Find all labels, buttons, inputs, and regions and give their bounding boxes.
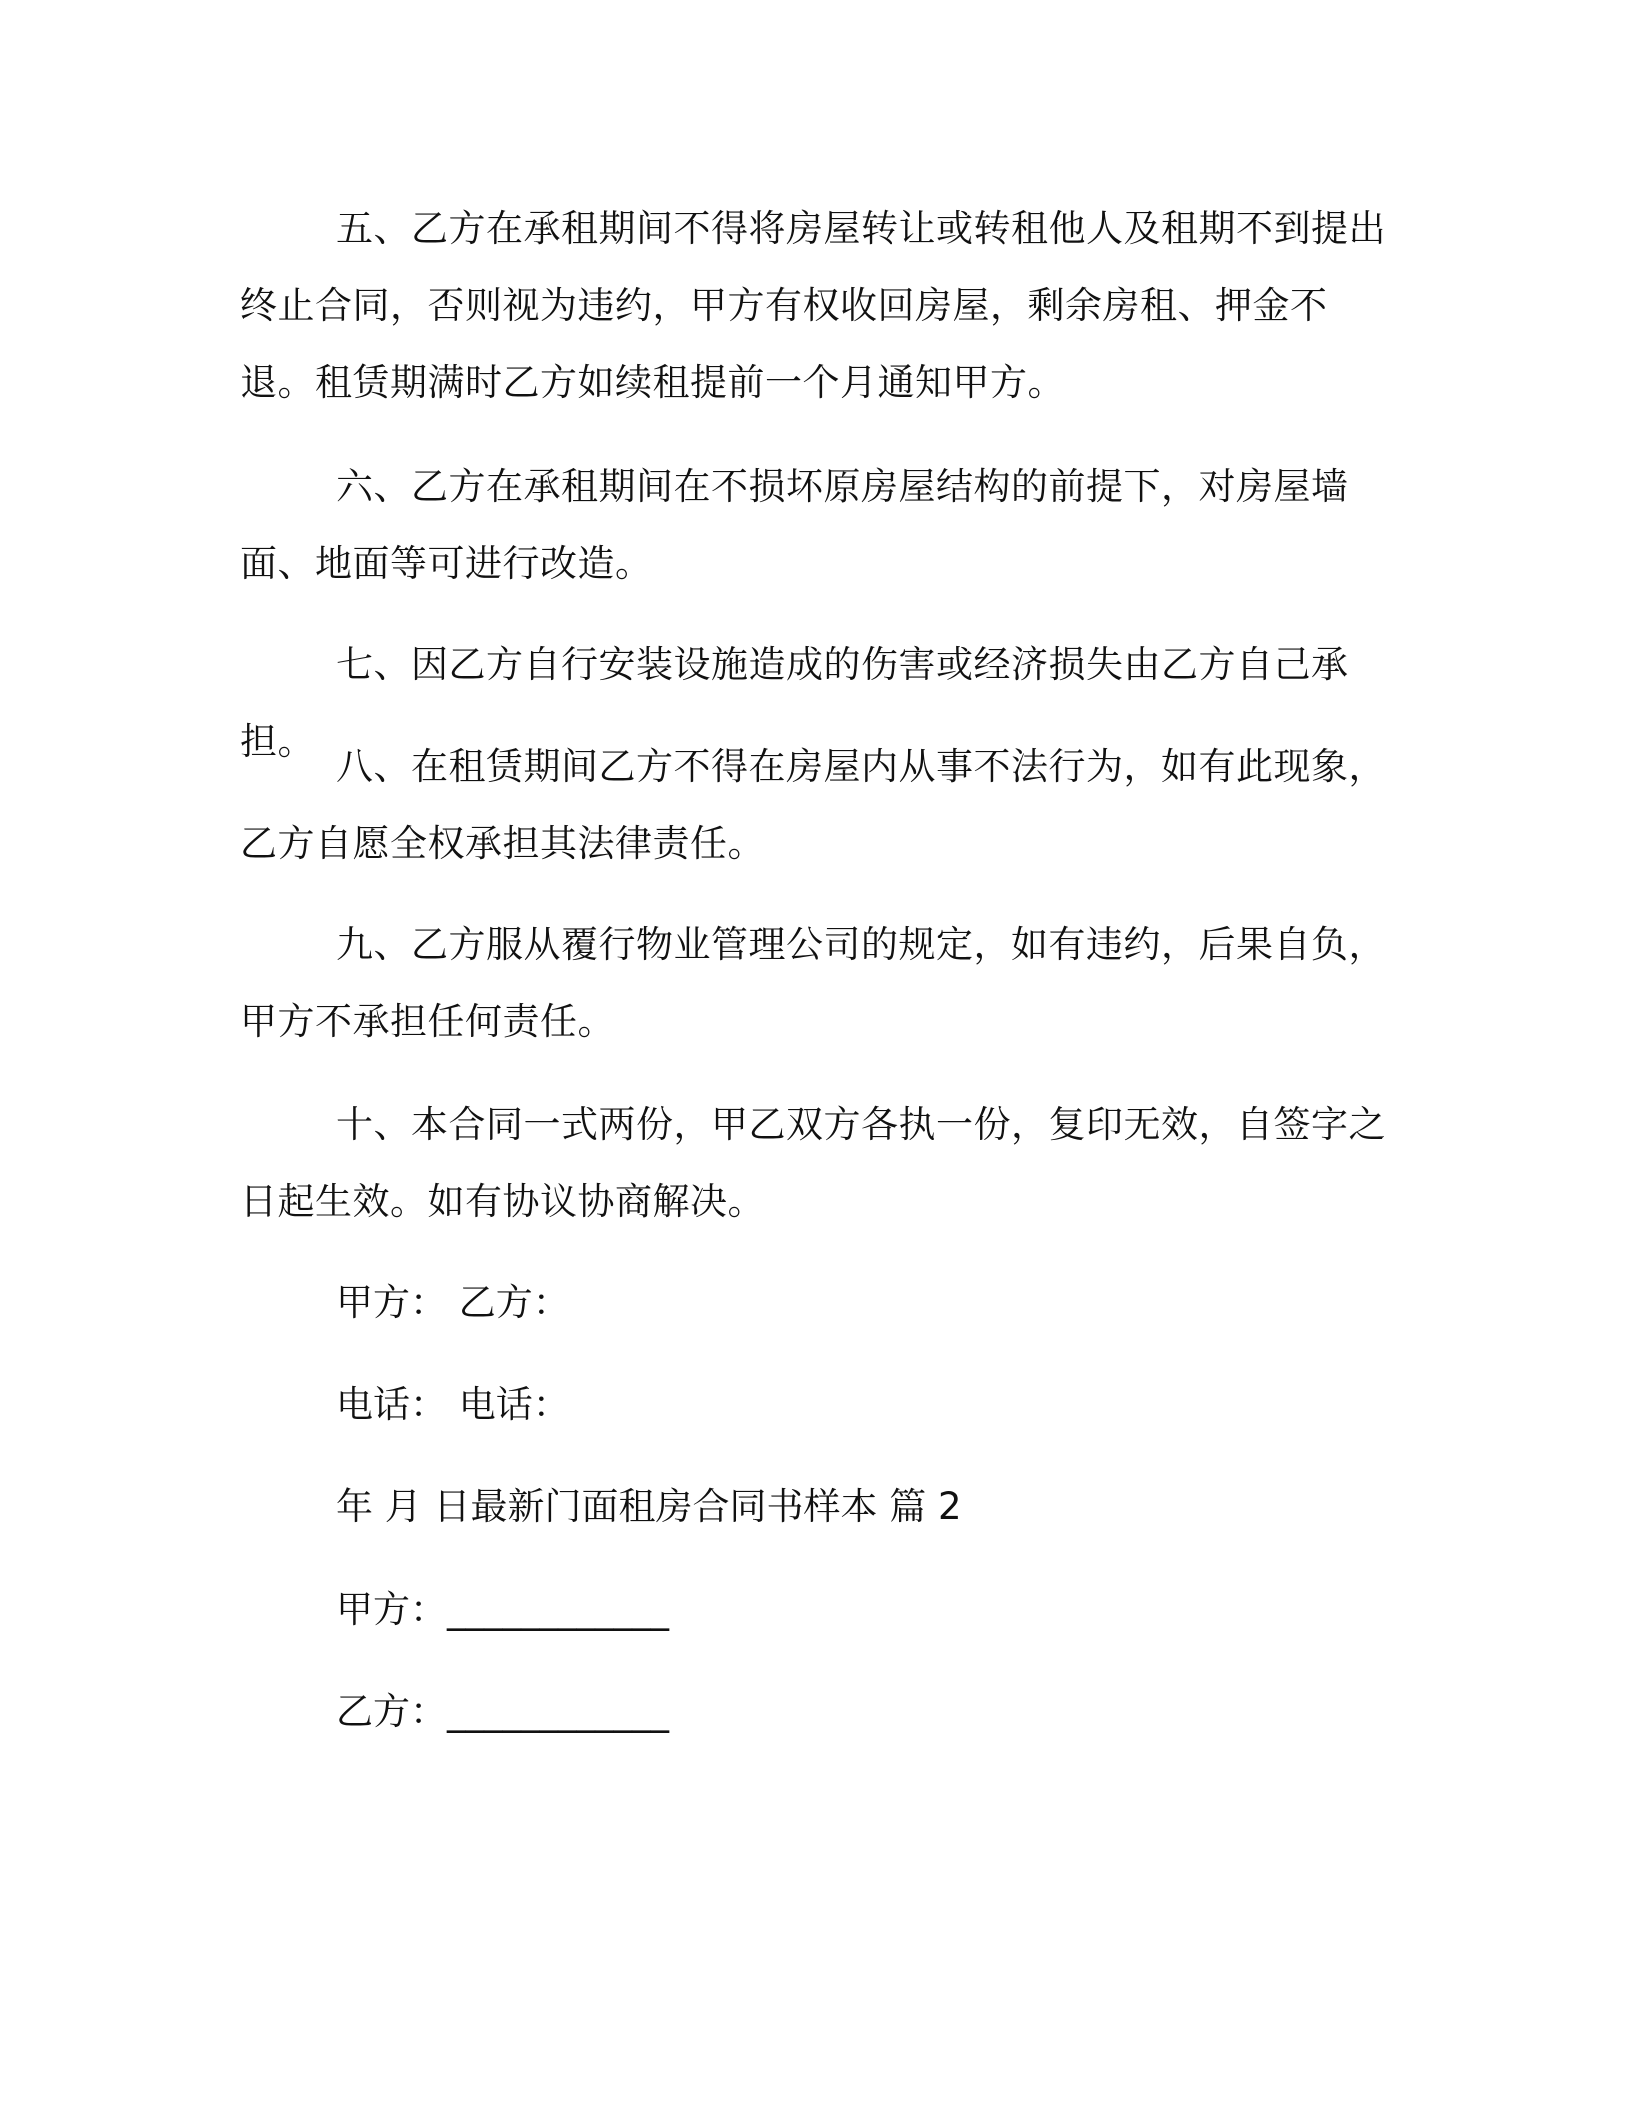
contract-paragraph-10 (240, 1086, 1400, 1240)
paragraph-text: 九、乙方服从覆行物业管理公司的规定，如有违约，后果自负，甲方不承担任何责任。 (240, 923, 1386, 1043)
contract-paragraph-8 (240, 728, 1400, 882)
party-b-blank-line: 乙方：____________ (336, 1690, 669, 1733)
date-and-title-line: 年 月 日最新门面租房合同书样本 篇 2 (336, 1485, 962, 1528)
contract-paragraph-5 (240, 190, 1400, 421)
paragraph-text: 六、乙方在承租期间在不损坏原房屋结构的前提下，对房屋墙面、地面等可进行改造。 (240, 465, 1349, 585)
party-signature-line: 甲方： 乙方： (336, 1281, 570, 1324)
paragraph-text: 五、乙方在承租期间不得将房屋转让或转租他人及租期不到提出终止合同，否则视为违约，甲方有权收回房屋，剩余房租、押金不退。租赁期满时乙方如续租提前一个月通知甲方。 (240, 207, 1386, 404)
paragraph-text: 八、在租赁期间乙方不得在房屋内从事不法行为，如有此现象，乙方自愿全权承担其法律责任。 (240, 745, 1386, 865)
contract-paragraph-6 (240, 448, 1400, 602)
contract-paragraph-9 (240, 906, 1400, 1060)
paragraph-text: 十、本合同一式两份，甲乙双方各执一份，复印无效，自签字之日起生效。如有协议协商解决。 (240, 1103, 1386, 1223)
party-a-blank-line: 甲方：____________ (336, 1588, 669, 1631)
paragraph-text: 七、因乙方自行安装设施造成的伤害或经济损失由乙方自己承担。 (240, 643, 1349, 763)
phone-signature-line: 电话： 电话： (336, 1383, 570, 1426)
